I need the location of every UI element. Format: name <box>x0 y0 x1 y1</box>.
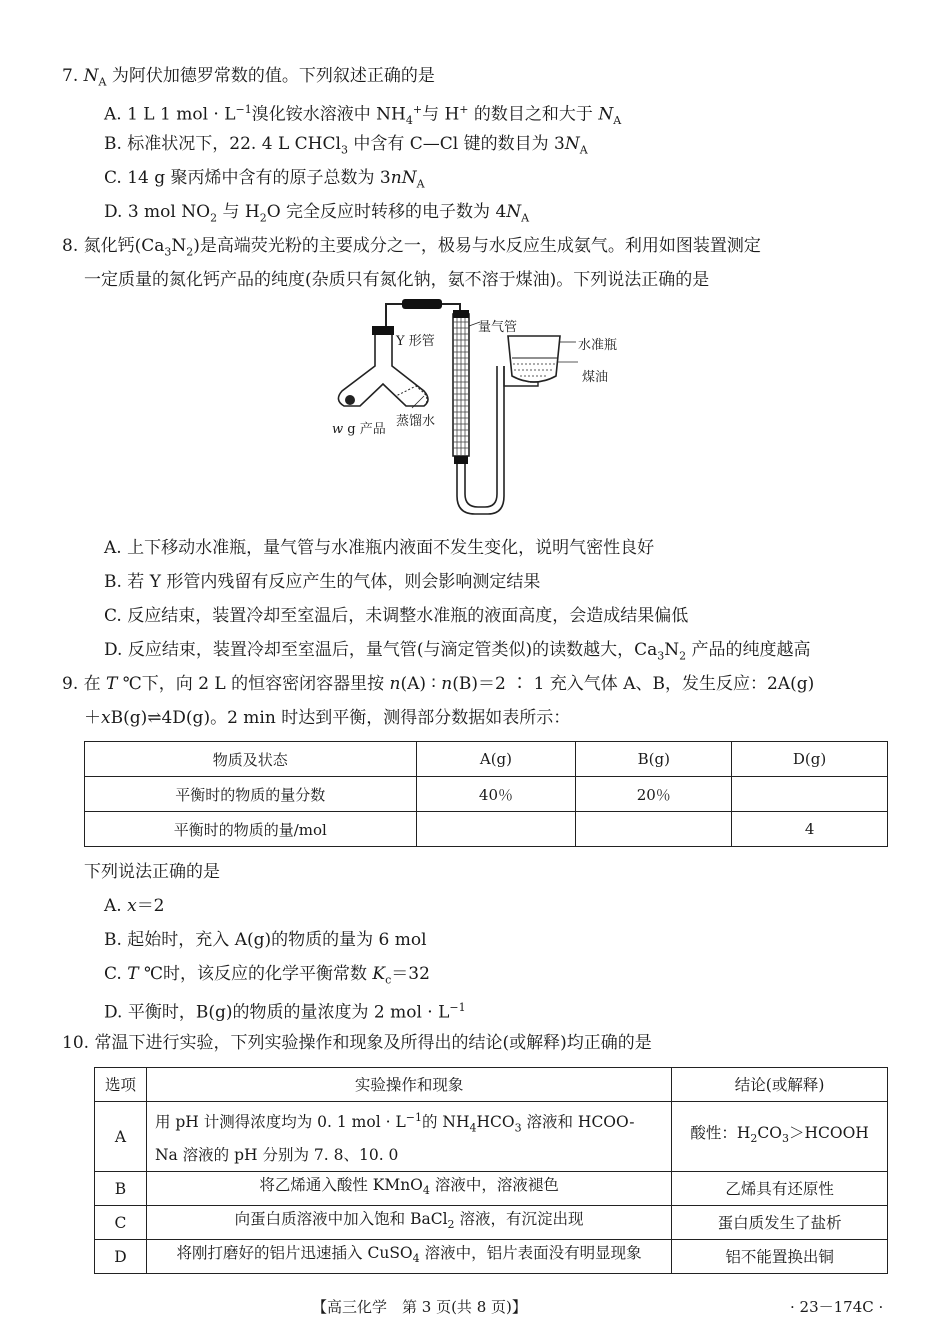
q10-experiment-table <box>94 1067 888 1274</box>
label-product: w g 产品 <box>332 422 386 437</box>
q9-option-a: A. x＝2 <box>104 896 165 916</box>
table-cell-conclusion: 酸性：$H_2CO_3>HCOOH$ <box>672 1102 888 1172</box>
paper-code: · 23－174C · <box>790 1298 884 1316</box>
q8-stem-line2: 一定质量的氮化钙产品的纯度(杂质只有氮化钠，氨不溶于煤油)。下列说法正确的是 <box>84 270 710 290</box>
label-gas-tube: 量气管 <box>478 320 518 335</box>
table-row <box>95 1206 888 1240</box>
table-cell-operation: 将刚打磨好的铝片迅速插入 CuSO$_4$ 溶液中，铝片表面没有明显现象 <box>146 1240 671 1274</box>
q9-option-d: D. 平衡时，B(g)的物质的量浓度为 2 mol · $L^{-1}$ <box>104 1001 466 1023</box>
table-cell: 40％ <box>416 777 576 812</box>
q9-data-table <box>84 741 888 847</box>
table-cell <box>576 812 732 847</box>
table-header-row <box>85 742 888 777</box>
q9-stem-line2: ＋xB(g)⇌4D(g)。2 min 时达到平衡，测得部分数据如表所示： <box>84 708 571 728</box>
table-row <box>95 1102 888 1172</box>
y-tube-stopper <box>372 326 394 335</box>
table-cell: 20％ <box>576 777 732 812</box>
apparatus-figure <box>320 296 650 520</box>
q7-option-b: B. 标准状况下，22. 4 L CHCl$_3$ 中含有 C—Cl 键的数目为 $3N_A$ <box>104 134 588 157</box>
table-header-cell: B(g) <box>576 742 732 777</box>
level-bottle <box>508 336 560 382</box>
table-row <box>95 1172 888 1206</box>
table-header-cell: 物质及状态 <box>85 742 417 777</box>
table-cell-conclusion: 蛋白质发生了盐析 <box>672 1206 888 1240</box>
table-header-cell: D(g) <box>732 742 888 777</box>
table-cell-option: D <box>95 1240 147 1274</box>
table-cell-option: C <box>95 1206 147 1240</box>
table-cell-operation: 将乙烯通入酸性 KMnO$_4$ 溶液中，溶液褪色 <box>146 1172 671 1206</box>
q8-option-a: A. 上下移动水准瓶，量气管与水准瓶内液面不发生变化，说明气密性良好 <box>104 538 655 558</box>
label-y-tube: Y 形管 <box>396 334 435 349</box>
label-level-bottle: 水准瓶 <box>578 338 618 353</box>
table-row <box>85 812 888 847</box>
table-cell-conclusion: 铝不能置换出铜 <box>672 1240 888 1274</box>
q8-option-d: D. 反应结束，装置冷却至室温后，量气管(与滴定管类似)的读数越大，$Ca_3N_2$ 产品的纯度越高 <box>104 640 811 663</box>
table-cell-option: B <box>95 1172 147 1206</box>
table-cell: 4 <box>732 812 888 847</box>
q9-option-b: B. 起始时，充入 A(g)的物质的量为 6 mol <box>104 930 427 950</box>
table-row <box>95 1240 888 1274</box>
q7-stem: 7. $N_A$ 为阿伏加德罗常数的值。下列叙述正确的是 <box>62 66 435 89</box>
table-cell-conclusion: 乙烯具有还原性 <box>672 1172 888 1206</box>
rubber-tube <box>402 299 442 309</box>
q8-option-b: B. 若 Y 形管内残留有反应产生的气体，则会影响测定结果 <box>104 572 541 592</box>
table-cell: 平衡时的物质的量分数 <box>85 777 417 812</box>
table-cell-option: A <box>95 1102 147 1172</box>
q7-option-a: A. 1 L 1 mol · $L^{-1}$溴化铵水溶液中 $NH_4^+$与 H+ 的数目之和大于 $N_A$ <box>104 103 622 128</box>
q9-option-c: C. T ℃时，该反应的化学平衡常数 $K_c=32$ <box>104 964 430 987</box>
table-header-cell: A(g) <box>416 742 576 777</box>
q8-option-c: C. 反应结束，装置冷却至室温后，未调整水准瓶的液面高度，会造成结果偏低 <box>104 606 689 626</box>
q9-stem-line1: 9. 在 T ℃下，向 2 L 的恒容密闭容器里按 n(A) ∶ n(B)＝2 ∶ 1 充入气体 A、B，发生反应：2A(g) <box>62 674 815 694</box>
table-header-cell: 实验操作和现象 <box>146 1068 671 1102</box>
label-kerosene: 煤油 <box>582 370 609 385</box>
table-row <box>85 777 888 812</box>
page-footer: 【高三化学 第 3 页(共 8 页)】 <box>312 1298 527 1316</box>
product-sample <box>345 395 355 405</box>
q8-stem-line1: 8. 氮化钙$(Ca_3N_2)$是高端荧光粉的主要成分之一，极易与水反应生成氨气。利用如图装置测定 <box>62 236 761 259</box>
table-cell <box>416 812 576 847</box>
table-cell <box>732 777 888 812</box>
table-cell-operation: 向蛋白质溶液中加入饱和 BaCl$_2$ 溶液，有沉淀出现 <box>146 1206 671 1240</box>
table-header-cell: 选项 <box>95 1068 147 1102</box>
q10-stem: 10. 常温下进行实验，下列实验操作和现象及所得出的结论(或解释)均正确的是 <box>62 1033 652 1053</box>
table-header-cell: 结论(或解释) <box>672 1068 888 1102</box>
q7-option-d: D. 3 mol $NO_2$ 与 $H_2O$ 完全反应时转移的电子数为 $4N_A$ <box>104 202 530 225</box>
table-cell-operation: 用 pH 计测得浓度均为 0. 1 mol · $L^{-1}$的 $NH_4HCO_3$ 溶液和 HCOO- Na 溶液的 pH 分别为 7. 8、10. 0 <box>146 1102 671 1172</box>
q7-option-c: C. 14 g 聚丙烯中含有的原子总数为 $3nN_A$ <box>104 168 425 191</box>
table-cell: 平衡时的物质的量/mol <box>85 812 417 847</box>
label-distilled-water: 蒸馏水 <box>396 414 436 429</box>
table-header-row <box>95 1068 888 1102</box>
q9-prompt: 下列说法正确的是 <box>84 862 220 882</box>
